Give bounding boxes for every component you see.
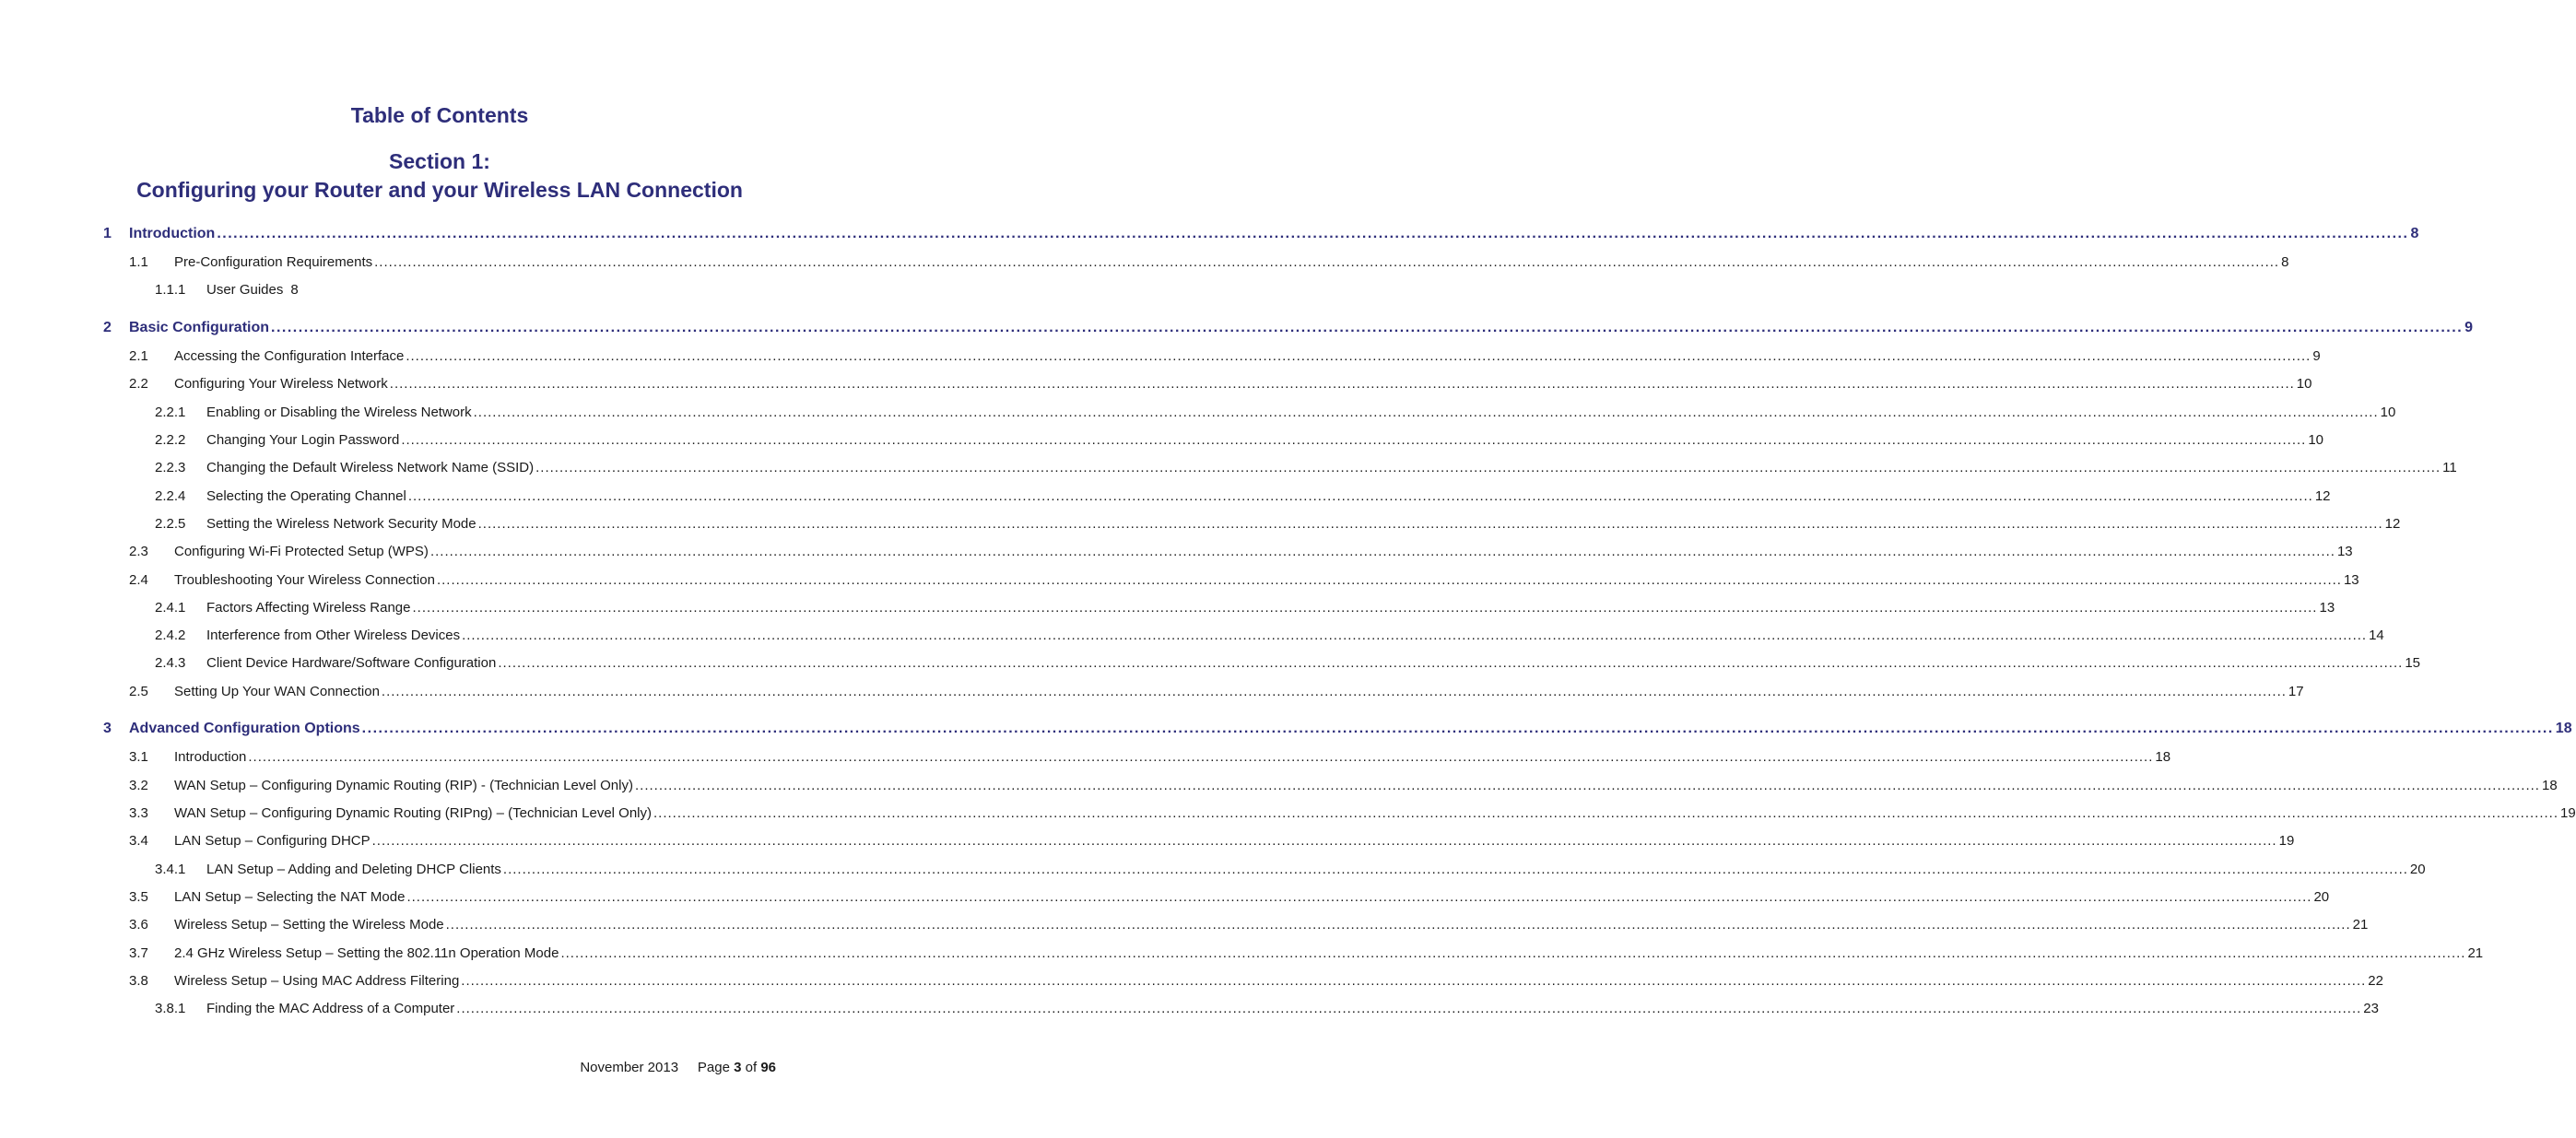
toc-entry-number: 3.6 — [129, 917, 148, 933]
toc-leader-dots: ................................................................................................................................................................................................................................................................................................................................................................................................................ — [374, 254, 2280, 270]
toc-entry[interactable] — [0, 804, 2576, 824]
toc-leader-dots: ................................................................................................................................................................................................................................................................................................................................................................................................................ — [371, 833, 2277, 849]
toc-entry-title: Client Device Hardware/Software Configuration — [206, 655, 497, 671]
toc-entry-number: 2.4.3 — [155, 655, 186, 671]
toc-entry-number: 3.5 — [129, 889, 148, 905]
toc-entry[interactable] — [0, 458, 2457, 478]
toc-entry-page: 9 — [2464, 320, 2474, 335]
toc-entry-title: Wireless Setup – Setting the Wireless Mode — [174, 917, 444, 933]
toc-entry-title: LAN Setup – Selecting the NAT Mode — [174, 889, 406, 905]
toc-entry-page: 13 — [2336, 544, 2353, 559]
toc-entry-page: 23 — [2363, 1001, 2379, 1016]
toc-entry-number: 3.8.1 — [155, 1001, 186, 1016]
toc-entry-title: Introduction — [129, 226, 216, 241]
toc-entry-number: 3 — [103, 721, 112, 736]
toc-entry-number: 2 — [103, 320, 112, 335]
toc-entry-number: 2.1 — [129, 348, 148, 364]
toc-entry-title: Pre-Configuration Requirements — [174, 254, 373, 270]
toc-entry-number: 3.4.1 — [155, 862, 186, 877]
toc-leader-dots: ................................................................................................................................................................................................................................................................................................................................................................................................................ — [271, 320, 2464, 335]
toc-leader-dots: ................................................................................................................................................................................................................................................................................................................................................................................................................ — [461, 973, 2367, 989]
toc-entry-title: User Guides — [206, 282, 284, 298]
toc-leader-dots: ................................................................................................................................................................................................................................................................................................................................................................................................................ — [462, 628, 2368, 643]
toc-leader-dots: ................................................................................................................................................................................................................................................................................................................................................................................................................ — [406, 889, 2312, 905]
toc-entry[interactable] — [0, 682, 2304, 702]
toc-entry-number: 2.4.1 — [155, 600, 186, 616]
toc-entry[interactable] — [0, 318, 2474, 338]
toc-entry-page: 20 — [2313, 889, 2330, 905]
toc-title: Table of Contents — [350, 103, 529, 127]
toc-leader-dots: ................................................................................................................................................................................................................................................................................................................................................................................................................ — [217, 226, 2409, 241]
toc-entry-page: 10 — [2308, 432, 2324, 448]
toc-entry-title: Factors Affecting Wireless Range — [206, 600, 411, 616]
toc-entry-title: Finding the MAC Address of a Computer — [206, 1001, 455, 1016]
toc-leader-dots: ................................................................................................................................................................................................................................................................................................................................................................................................................ — [406, 348, 2311, 364]
toc-entry-number: 3.4 — [129, 833, 148, 849]
toc-leader-dots: ................................................................................................................................................................................................................................................................................................................................................................................................................ — [436, 572, 2342, 588]
toc-entry-page: 10 — [2296, 376, 2312, 392]
toc-entry[interactable] — [0, 915, 2369, 935]
toc-entry[interactable] — [0, 570, 2359, 591]
toc-entry[interactable] — [0, 944, 2484, 964]
toc-entry[interactable] — [0, 860, 2426, 880]
toc-entry[interactable] — [0, 719, 2572, 739]
toc-leader-dots: ................................................................................................................................................................................................................................................................................................................................................................................................................ — [477, 516, 2383, 532]
toc-entry-title: Configuring Your Wireless Network — [174, 376, 388, 392]
toc-entry-page: 18 — [2541, 778, 2558, 793]
toc-entry-page: 17 — [2288, 684, 2304, 699]
toc-entry[interactable] — [0, 346, 2321, 367]
toc-entry-page: 15 — [2405, 655, 2420, 671]
toc-leader-dots: ................................................................................................................................................................................................................................................................................................................................................................................................................ — [498, 655, 2404, 671]
toc-entry-page: 12 — [2314, 488, 2331, 504]
toc-leader-dots: ................................................................................................................................................................................................................................................................................................................................................................................................................ — [401, 432, 2307, 448]
toc-entry-page: 10 — [2380, 405, 2396, 420]
toc-entry-number: 1.1 — [129, 254, 148, 270]
toc-entry[interactable] — [0, 776, 2558, 796]
toc-entry-title: WAN Setup – Configuring Dynamic Routing (RIPng) – (Technician Level Only) — [174, 805, 653, 821]
toc-entry-title: Changing Your Login Password — [206, 432, 400, 448]
toc-entry-number: 3.8 — [129, 973, 148, 989]
toc-entry-page: 8 — [2410, 226, 2419, 241]
toc-entry-page: 19 — [2278, 833, 2295, 849]
toc-entry[interactable] — [0, 598, 2335, 618]
toc-entry-title: WAN Setup – Configuring Dynamic Routing (RIP) - (Technician Level Only) — [174, 778, 633, 793]
toc-entry-page: 14 — [2369, 628, 2384, 643]
footer-page-number: 3 — [734, 1060, 742, 1075]
toc-entry-page: 13 — [2319, 600, 2335, 616]
toc-entry-title: Introduction — [174, 749, 247, 765]
toc-leader-dots: ................................................................................................................................................................................................................................................................................................................................................................................................................ — [381, 684, 2287, 699]
toc-entry[interactable] — [0, 514, 2401, 534]
toc-entry-title: Advanced Configuration Options — [129, 721, 360, 736]
toc-leader-dots: ................................................................................................................................................................................................................................................................................................................................................................................................................ — [502, 862, 2408, 877]
toc-entry-page: 11 — [2442, 460, 2457, 475]
footer-page-prefix: Page — [697, 1060, 730, 1075]
toc-entry-number: 2.2.5 — [155, 516, 186, 532]
toc-entry[interactable] — [0, 999, 2379, 1019]
toc-entry-page: 22 — [2368, 973, 2383, 989]
toc-leader-dots: ................................................................................................................................................................................................................................................................................................................................................................................................................ — [389, 376, 2295, 392]
toc-entry[interactable] — [0, 280, 879, 300]
toc-entry-number: 3.7 — [129, 945, 148, 961]
section-title: Configuring your Router and your Wireless LAN Connection — [136, 178, 743, 202]
toc-entry[interactable] — [0, 430, 2324, 451]
toc-entry[interactable] — [0, 403, 2396, 423]
toc-entry-number: 2.2.4 — [155, 488, 186, 504]
toc-entry[interactable] — [0, 831, 2295, 851]
toc-leader-dots: ................................................................................................................................................................................................................................................................................................................................................................................................................ — [456, 1001, 2362, 1016]
toc-entry-page: 18 — [2155, 749, 2171, 765]
toc-entry-title: Changing the Default Wireless Network Name (SSID) — [206, 460, 535, 475]
toc-entry-number: 2.4 — [129, 572, 148, 588]
toc-entry-number: 3.2 — [129, 778, 148, 793]
toc-entry-page: 18 — [2555, 721, 2572, 736]
page-footer — [516, 1058, 776, 1078]
footer-date: November 2013 — [580, 1060, 679, 1075]
toc-entry-number: 1 — [103, 226, 112, 241]
toc-entry-title: Accessing the Configuration Interface — [174, 348, 405, 364]
toc-entry-number: 2.3 — [129, 544, 148, 559]
toc-entry-title: Selecting the Operating Channel — [206, 488, 406, 504]
toc-leader-dots: ................................................................................................................................................................................................................................................................................................................................................................................................................ — [634, 778, 2540, 793]
toc-entry-page: 13 — [2343, 572, 2359, 588]
toc-entry-number: 2.2.2 — [155, 432, 186, 448]
toc-entry-title: Setting the Wireless Network Security Mode — [206, 516, 476, 532]
toc-entry[interactable] — [0, 374, 2312, 394]
footer-of: of — [745, 1060, 758, 1075]
toc-entry-title: 2.4 GHz Wireless Setup – Setting the 802.11n Operation Mode — [174, 945, 559, 961]
toc-entry[interactable] — [0, 887, 2330, 908]
toc-entry-page: 12 — [2384, 516, 2401, 532]
toc-entry[interactable] — [0, 747, 2171, 768]
toc-entry-title: Basic Configuration — [129, 320, 270, 335]
toc-leader-dots: ................................................................................................................................................................................................................................................................................................................................................................................................................ — [407, 488, 2313, 504]
toc-leader-dots: ................................................................................................................................................................................................................................................................................................................................................................................................................ — [445, 917, 2351, 933]
toc-entry-number: 1.1.1 — [155, 282, 186, 298]
toc-entry-number: 2.5 — [129, 684, 148, 699]
toc-leader-dots: ................................................................................................................................................................................................................................................................................................................................................................................................................ — [361, 721, 2554, 736]
toc-entry-number: 3.1 — [129, 749, 148, 765]
toc-entry-title: LAN Setup – Configuring DHCP — [174, 833, 371, 849]
toc-entry-page: 8 — [2281, 254, 2289, 270]
toc-entry-number: 2.4.2 — [155, 628, 186, 643]
toc-entry[interactable] — [0, 487, 2331, 507]
toc-entry-title: Configuring Wi-Fi Protected Setup (WPS) — [174, 544, 429, 559]
toc-entry-page: 21 — [2352, 917, 2369, 933]
toc-entry[interactable] — [0, 252, 2289, 273]
toc-entry-page: 20 — [2409, 862, 2426, 877]
toc-leader-dots: ................................................................................................................................................................................................................................................................................................................................................................................................................ — [473, 405, 2379, 420]
toc-entry-title: Troubleshooting Your Wireless Connection — [174, 572, 435, 588]
toc-entry-number: 2.2.3 — [155, 460, 186, 475]
toc-entry-title: Setting Up Your WAN Connection — [174, 684, 380, 699]
toc-entry-title: Enabling or Disabling the Wireless Network — [206, 405, 472, 420]
section-label: Section 1: — [389, 149, 490, 173]
toc-entry[interactable] — [0, 626, 2384, 646]
toc-entry-title: LAN Setup – Adding and Deleting DHCP Clients — [206, 862, 501, 877]
toc-entry-page: 9 — [2312, 348, 2321, 364]
toc-entry[interactable] — [0, 542, 2353, 562]
toc-entry-page: 8 — [290, 282, 299, 298]
toc-entry-number: 2.2.1 — [155, 405, 186, 420]
toc-leader-dots: ................................................................................................................................................................................................................................................................................................................................................................................................................ — [248, 749, 2154, 765]
footer-page-total: 96 — [760, 1060, 776, 1075]
toc-entry-number: 2.2 — [129, 376, 148, 392]
toc-entry-page: 21 — [2467, 945, 2484, 961]
toc-leader-dots: ................................................................................................................................................................................................................................................................................................................................................................................................................ — [560, 945, 2466, 961]
toc-entry[interactable] — [0, 971, 2383, 991]
toc-leader-dots: ................................................................................................................................................................................................................................................................................................................................................................................................................ — [412, 600, 2318, 616]
toc-entry[interactable] — [0, 653, 2420, 674]
toc-entry-title: Wireless Setup – Using MAC Address Filtering — [174, 973, 460, 989]
toc-entry-page: 19 — [2560, 805, 2576, 821]
toc-leader-dots: ................................................................................................................................................................................................................................................................................................................................................................................................................ — [653, 805, 2559, 821]
toc-leader-dots: ................................................................................................................................................................................................................................................................................................................................................................................................................ — [429, 544, 2335, 559]
toc-leader-dots: ................................................................................................................................................................................................................................................................................................................................................................................................................ — [535, 460, 2441, 475]
toc-entry[interactable] — [0, 224, 2419, 244]
toc-entry-title: Interference from Other Wireless Devices — [206, 628, 461, 643]
toc-entry-number: 3.3 — [129, 805, 148, 821]
